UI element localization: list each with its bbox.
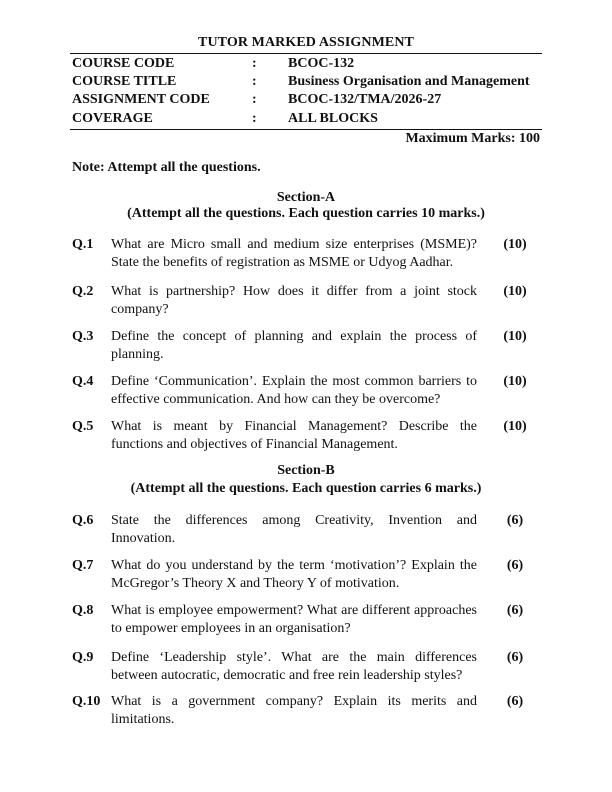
meta-row-course-code bbox=[72, 56, 542, 75]
section-b-title: Section-B bbox=[277, 463, 335, 478]
meta-label: COVERAGE bbox=[72, 111, 153, 126]
question-number: Q.2 bbox=[72, 284, 94, 299]
question-text: What are Micro small and medium size enterprises (MSME)? State the benefits of registration as MSME or Udyog Aadhar. bbox=[111, 237, 477, 270]
question-number: Q.7 bbox=[72, 558, 94, 573]
meta-label: COURSE TITLE bbox=[72, 74, 177, 89]
meta-value: ALL BLOCKS bbox=[288, 111, 378, 126]
meta-value: Business Organisation and Management bbox=[288, 74, 530, 89]
question-text: Define the concept of planning and explain the process of planning. bbox=[111, 329, 477, 362]
maximum-marks: Maximum Marks: 100 bbox=[405, 131, 540, 146]
instruction-note: Note: Attempt all the questions. bbox=[72, 160, 261, 175]
question-text: What is employee empowerment? What are different approaches to empower employees in an organisation? bbox=[111, 603, 477, 636]
question-number: Q.1 bbox=[72, 237, 94, 252]
meta-separator: : bbox=[252, 56, 257, 71]
meta-row-coverage bbox=[72, 111, 542, 130]
question-marks: (6) bbox=[506, 694, 524, 709]
question-number: Q.3 bbox=[72, 329, 94, 344]
question-marks: (10) bbox=[503, 419, 527, 434]
question-marks: (6) bbox=[506, 603, 524, 618]
header-bottom-rule bbox=[70, 129, 542, 130]
question-marks: (10) bbox=[503, 284, 527, 299]
question-text: What is a government company? Explain its merits and limitations. bbox=[111, 694, 477, 727]
question-marks: (6) bbox=[506, 650, 524, 665]
meta-row-assignment-code bbox=[72, 92, 542, 111]
question-marks: (6) bbox=[506, 558, 524, 573]
question-text: What is meant by Financial Management? Describe the functions and objectives of Financial Management. bbox=[111, 419, 477, 452]
section-a-subtitle: (Attempt all the questions. Each question carries 10 marks.) bbox=[127, 206, 485, 221]
meta-separator: : bbox=[252, 92, 257, 107]
question-marks: (10) bbox=[503, 329, 527, 344]
header-top-rule bbox=[70, 53, 542, 54]
question-number: Q.10 bbox=[72, 694, 101, 709]
question-text: What do you understand by the term ‘motivation’? Explain the McGregor’s Theory X and Theory Y of motivation. bbox=[111, 558, 477, 591]
question-number: Q.8 bbox=[72, 603, 94, 618]
question-text: State the differences among Creativity, Invention and Innovation. bbox=[111, 513, 477, 546]
meta-separator: : bbox=[252, 111, 257, 126]
meta-label: COURSE CODE bbox=[72, 56, 175, 71]
meta-value: BCOC-132 bbox=[288, 56, 355, 71]
question-number: Q.4 bbox=[72, 374, 94, 389]
question-text: What is partnership? How does it differ from a joint stock company? bbox=[111, 284, 477, 317]
question-marks: (6) bbox=[506, 513, 524, 528]
question-number: Q.6 bbox=[72, 513, 94, 528]
section-a-title: Section-A bbox=[276, 190, 336, 205]
meta-value: BCOC-132/TMA/2026-27 bbox=[288, 92, 442, 107]
question-number: Q.9 bbox=[72, 650, 94, 665]
question-number: Q.5 bbox=[72, 419, 94, 434]
meta-label: ASSIGNMENT CODE bbox=[72, 92, 210, 107]
question-text: Define ‘Leadership style’. What are the main differences between autocratic, democratic and free rein leadership styles? bbox=[111, 650, 477, 683]
meta-separator: : bbox=[252, 74, 257, 89]
page-title: TUTOR MARKED ASSIGNMENT bbox=[198, 35, 414, 50]
meta-row-course-title bbox=[72, 74, 542, 93]
section-b-subtitle: (Attempt all the questions. Each question carries 6 marks.) bbox=[130, 481, 482, 496]
question-marks: (10) bbox=[503, 374, 527, 389]
question-text: Define ‘Communication’. Explain the most common barriers to effective communication. And how can they be overcome? bbox=[111, 374, 477, 407]
question-marks: (10) bbox=[503, 237, 527, 252]
